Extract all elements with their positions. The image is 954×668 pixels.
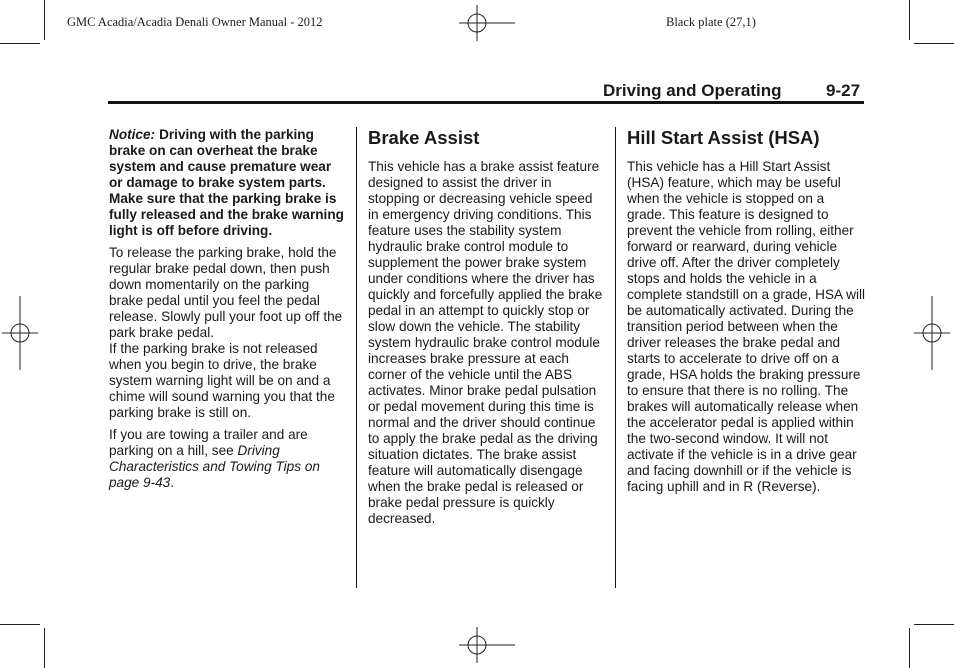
crop-mark — [0, 43, 40, 44]
paragraph: This vehicle has a brake assist feature designed to assist the driver in stopping or decreasing vehicle speed in emergency driving conditions. This feature uses the stability system hydraulic brake control module to supplement the power brake system under conditions where the driver has quickly and forcefully applied the brake pedal in an attempt to quickly stop or slow down the vehicle. The stability system hydraulic brake control module increases brake pressure at each corner of the vehicle until the ABS activates. Minor brake pedal pulsation or pedal movement during this time is normal and the driver should continue to apply the brake pedal as the driving situation dictates. The brake assist feature will automatically disengage when the brake pedal is released or brake pedal pressure is quickly decreased. — [368, 159, 603, 526]
plate-label: Black plate (27,1) — [666, 15, 756, 29]
column-divider — [356, 127, 357, 588]
header-rule — [108, 101, 864, 104]
paragraph-text: If you are towing a trailer and are parking on a hill, see — [109, 427, 308, 458]
cross-reference-link[interactable]: Driving Characteristics and Towing Tips on page 9-43 — [109, 443, 320, 490]
section-title: Driving and Operating — [603, 81, 782, 100]
column-left — [109, 127, 345, 491]
registration-mark-icon — [914, 296, 950, 370]
column-divider — [615, 127, 616, 588]
crop-mark — [909, 628, 910, 668]
paragraph: If the parking brake is not released when you begin to drive, the brake system warning light will be on and a chime will sound warning you that the parking brake is still on. — [109, 341, 335, 420]
section-heading: Brake Assist — [368, 127, 480, 148]
paragraph-end: . — [170, 475, 175, 490]
notice-block — [109, 127, 345, 239]
registration-mark-icon — [459, 627, 515, 663]
column-middle — [368, 127, 604, 527]
notice-label: Notice: — [109, 127, 156, 142]
paragraph — [109, 427, 345, 491]
paragraph: To release the parking brake, hold the regular brake pedal down, then push down momentarily on the parking brake pedal until you feel the pedal release. Slowly pull your foot up off the park brake pedal. — [109, 245, 343, 340]
page-number: 9-27 — [826, 81, 861, 100]
crop-mark — [44, 628, 45, 668]
crop-mark — [0, 624, 40, 625]
crop-mark — [44, 0, 45, 40]
paragraph: This vehicle has a Hill Start Assist (HSA) feature, which may be useful when the vehicle is stopped on a grade. This feature is designed to prevent the vehicle from rolling, either forward or rearward, during vehicle drive off. After the driver completely stops and holds the vehicle in a complete standstill on a grade, HSA will be automatically activated. During the transition period between when the driver releases the brake pedal and starts to accelerate to drive off on a grade, HSA holds the braking pressure to ensure that there is no rolling. The brakes will automatically release when the accelerator pedal is applied within the two-second window. It will not activate if the vehicle is in a drive gear and facing downhill or if the vehicle is facing uphill and in R (Reverse). — [627, 159, 866, 494]
crop-mark — [914, 43, 954, 44]
column-right — [627, 127, 865, 495]
registration-mark-icon — [459, 5, 515, 41]
crop-mark — [914, 624, 954, 625]
registration-mark-icon — [2, 296, 38, 370]
section-heading: Hill Start Assist (HSA) — [627, 127, 820, 148]
notice-text: Driving with the parking brake on can overheat the brake system and cause premature wear or damage to brake system parts. Make sure that the parking brake is fully released and the brake warning light is off before driving. — [109, 127, 344, 238]
crop-mark — [909, 0, 910, 40]
manual-title: GMC Acadia/Acadia Denali Owner Manual - 2012 — [67, 15, 323, 29]
